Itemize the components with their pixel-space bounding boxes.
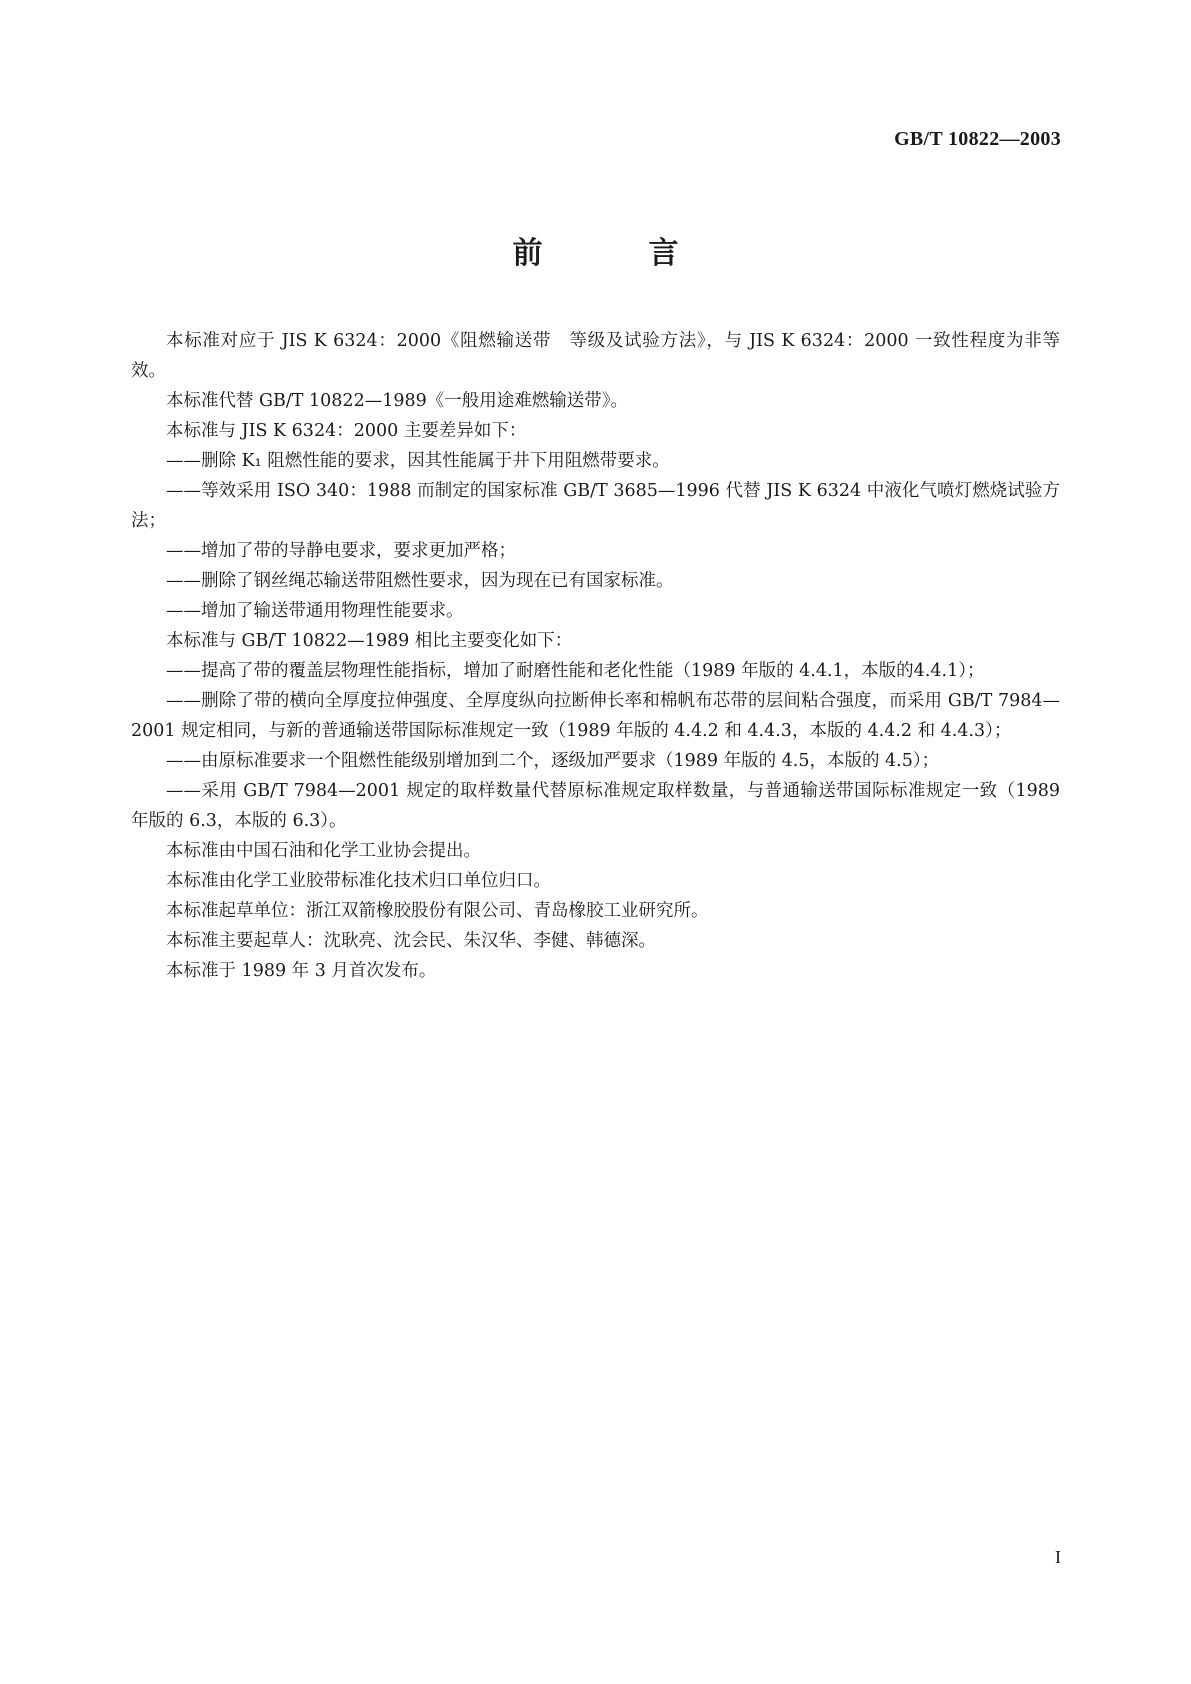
list-item: ——删除 K₁ 阻燃性能的要求，因其性能属于井下用阻燃带要求。 xyxy=(166,451,670,471)
paragraph: 本标准代替 GB/T 10822—1989《一般用途难燃输送带》。 xyxy=(166,391,628,411)
paragraph: 本标准由化学工业胶带标准化技术归口单位归口。 xyxy=(166,871,551,891)
list-item: ——等效采用 ISO 340：1988 而制定的国家标准 GB/T 3685—1996 代替 JIS K 6324 中液化气喷灯燃烧试验方法； xyxy=(131,481,1060,531)
list-item: ——删除了钢丝绳芯输送带阻燃性要求，因为现在已有国家标准。 xyxy=(166,571,674,591)
paragraph: 本标准于 1989 年 3 月首次发布。 xyxy=(166,961,437,981)
preface-body xyxy=(131,326,1060,986)
list-item: ——由原标准要求一个阻燃性能级别增加到二个，逐级加严要求（1989 年版的 4.5，本版的 4.5）； xyxy=(166,751,940,771)
paragraph: 本标准与 GB/T 10822—1989 相比主要变化如下： xyxy=(166,631,573,651)
list-item: ——采用 GB/T 7984—2001 规定的取样数量代替原标准规定取样数量，与普通输送带国际标准规定一致（1989 年版的 6.3，本版的 6.3）。 xyxy=(131,781,1060,831)
page-number: I xyxy=(1055,1547,1061,1567)
standard-code: GB/T 10822—2003 xyxy=(894,128,1061,150)
paragraph: 本标准与 JIS K 6324：2000 主要差异如下： xyxy=(166,421,527,441)
list-item: ——提高了带的覆盖层物理性能指标，增加了耐磨性能和老化性能（1989 年版的 4.4.1，本版的4.4.1）； xyxy=(166,661,985,681)
page-title: 前 言 xyxy=(512,236,717,271)
list-item: ——增加了带的导静电要求，要求更加严格； xyxy=(166,541,516,561)
paragraph: 本标准对应于 JIS K 6324：2000《阻燃输送带 等级及试验方法》，与 JIS K 6324：2000 一致性程度为非等效。 xyxy=(131,331,1060,381)
paragraph: 本标准起草单位：浙江双箭橡胶股份有限公司、青岛橡胶工业研究所。 xyxy=(166,901,709,921)
paragraph: 本标准主要起草人：沈耿亮、沈会民、朱汉华、李健、韩德深。 xyxy=(166,931,656,951)
paragraph: 本标准由中国石油和化学工业协会提出。 xyxy=(166,841,481,861)
list-item: ——增加了输送带通用物理性能要求。 xyxy=(166,601,464,621)
list-item: ——删除了带的横向全厚度拉伸强度、全厚度纵向拉断伸长率和棉帆布芯带的层间粘合强度，而采用 GB/T 7984—2001 规定相同，与新的普通输送带国际标准规定一致（1989 年版的 4.4.2 和 4.4.3，本版的 4.4.2 和 4.4.3）； xyxy=(131,691,1060,741)
